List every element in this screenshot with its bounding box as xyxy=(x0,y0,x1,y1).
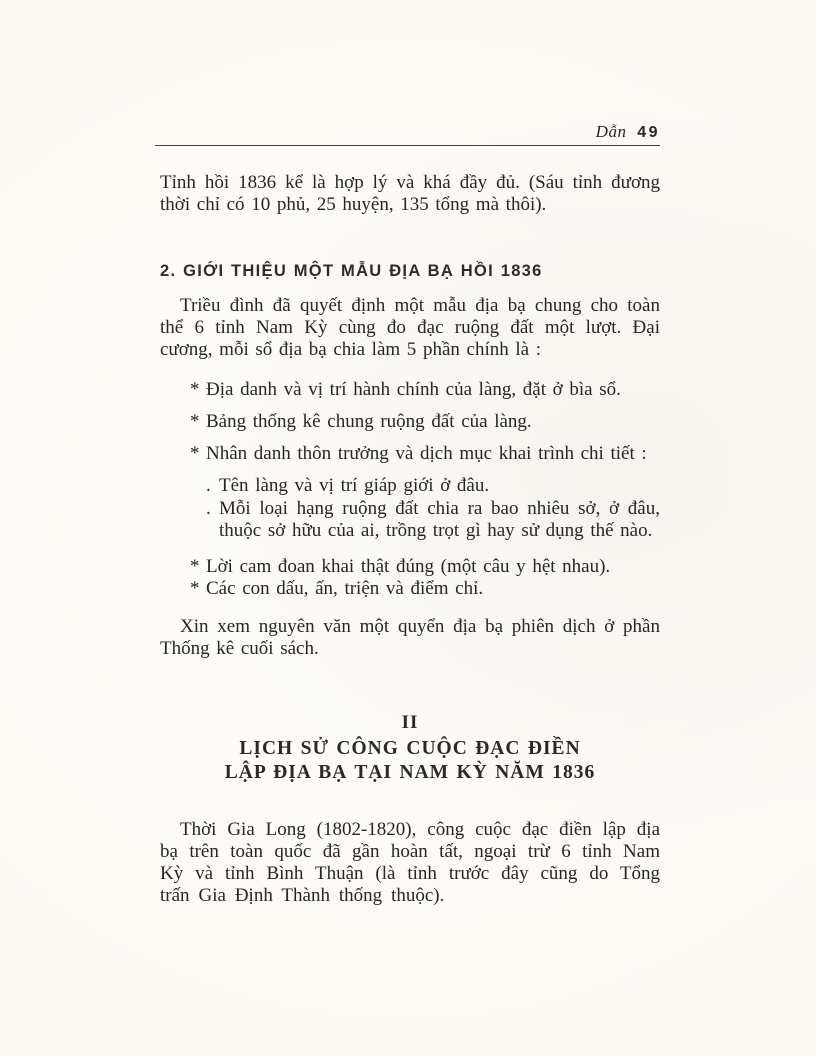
list-item xyxy=(160,443,660,465)
sub-bullet-list xyxy=(160,475,660,542)
list-item xyxy=(160,556,660,578)
chapter-heading xyxy=(160,712,660,785)
list-item-text: Các con dấu, ấn, triện và điểm chỉ. xyxy=(206,578,484,599)
dot-bullet-marker: . xyxy=(206,475,211,496)
sub-list-item xyxy=(160,498,660,542)
list-item-text: Lời cam đoan khai thật đúng (một câu y hệt nhau). xyxy=(206,556,611,577)
intro-paragraph: Tỉnh hồi 1836 kể là hợp lý và khá đầy đủ. (Sáu tỉnh đương thời chỉ có 10 phủ, 25 huyện, 135 tổng mà thôi). xyxy=(160,172,660,215)
asterisk-bullet-marker: * xyxy=(190,379,200,400)
dot-bullet-marker: . xyxy=(206,498,211,519)
chapter-opening-paragraph: Thời Gia Long (1802-1820), công cuộc đạc điền lập địa bạ trên toàn quốc đã gần hoàn tất, ngoại trừ 6 tỉnh Nam Kỳ và tỉnh Bình Thuận (là tỉnh trước đây cũng do Tổng trấn Gia Định Thành thống thuộc). xyxy=(160,819,660,906)
list-item-text: Địa danh và vị trí hành chính của làng, đặt ở bìa sổ. xyxy=(206,379,621,400)
text-column xyxy=(160,172,660,907)
list-item xyxy=(160,379,660,401)
section-heading: 2. GIỚI THIỆU MỘT MẪU ĐỊA BẠ HỒI 1836 xyxy=(160,262,543,280)
running-head xyxy=(160,122,660,142)
asterisk-bullet-marker: * xyxy=(190,411,200,432)
list-item xyxy=(160,411,660,433)
asterisk-bullet-marker: * xyxy=(190,443,200,464)
section-closing-paragraph: Xin xem nguyên văn một quyển địa bạ phiên dịch ở phần Thống kê cuối sách. xyxy=(160,616,660,659)
bullet-list xyxy=(160,379,660,600)
list-item-text: Nhân danh thôn trưởng và dịch mục khai trình chi tiết : xyxy=(206,443,647,464)
header-rule xyxy=(155,145,660,146)
section-lead-paragraph: Triều đình đã quyết định một mẫu địa bạ chung cho toàn thể 6 tỉnh Nam Kỳ cùng đo đạc ruộng đất một lượt. Đại cương, mỗi sổ địa bạ chia làm 5 phần chính là : xyxy=(160,295,660,360)
asterisk-bullet-marker: * xyxy=(190,556,200,577)
running-head-chapter-label: Dẫn xyxy=(595,122,627,141)
chapter-numeral: II xyxy=(401,712,419,733)
sub-list-item-text: Mỗi loại hạng ruộng đất chia ra bao nhiêu sở, ở đâu, thuộc sở hữu của ai, trồng trọt gì hay sử dụng thế nào. xyxy=(219,498,660,541)
sub-list-item-text: Tên làng và vị trí giáp giới ở đâu. xyxy=(219,475,490,496)
sub-list-item xyxy=(160,475,660,497)
page-number: 49 xyxy=(637,124,660,141)
list-item-text: Bảng thống kê chung ruộng đất của làng. xyxy=(206,411,532,432)
chapter-title-line1: LỊCH SỬ CÔNG CUỘC ĐẠC ĐIỀN xyxy=(239,738,581,759)
list-item xyxy=(160,578,660,600)
chapter-title-line2: LẬP ĐỊA BẠ TẠI NAM KỲ NĂM 1836 xyxy=(224,762,596,783)
asterisk-bullet-marker: * xyxy=(190,578,200,599)
